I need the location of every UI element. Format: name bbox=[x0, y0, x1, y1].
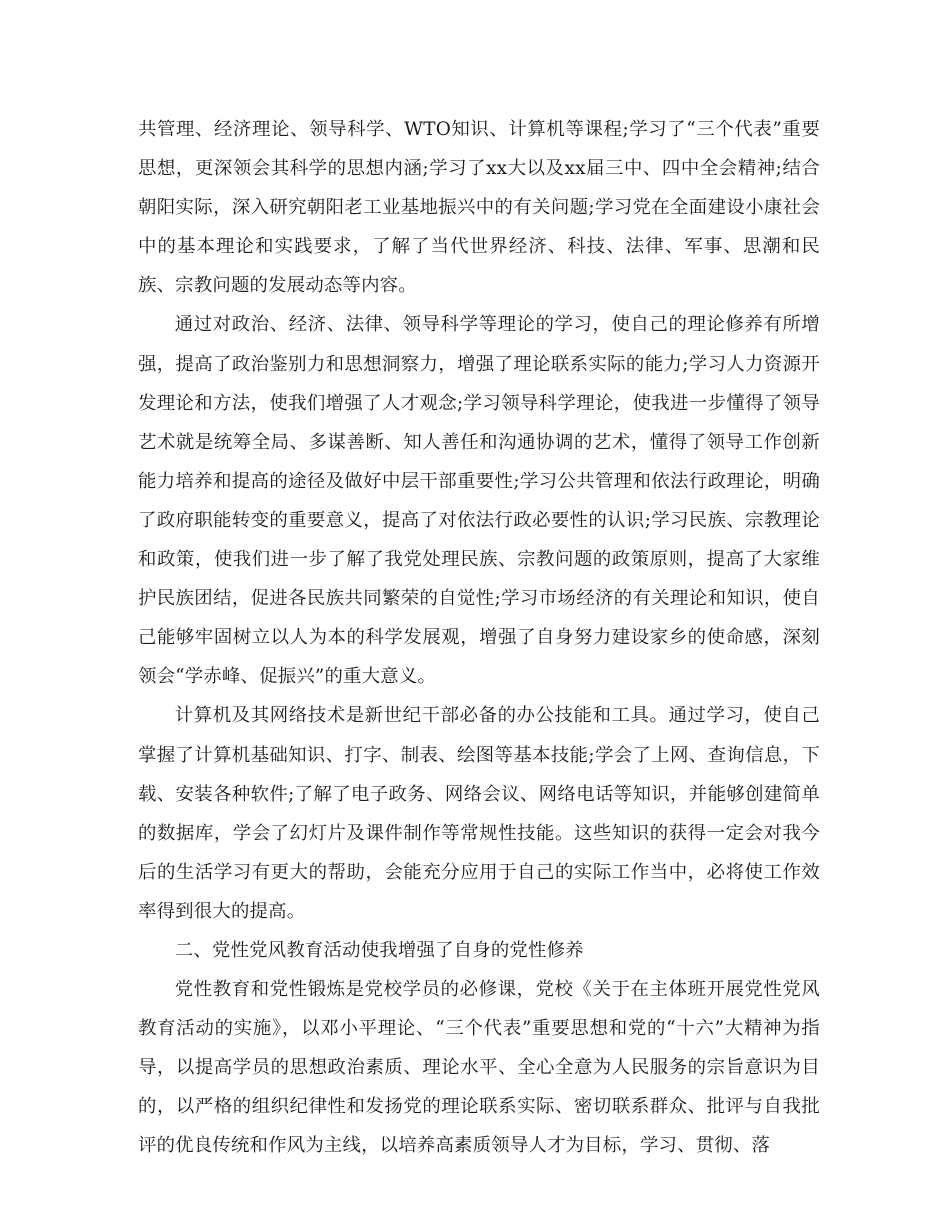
paragraph-theory-study: 通过对政治、经济、法律、领导科学等理论的学习，使自己的理论修养有所增强，提高了政治鉴别力和思想洞察力，增强了理论联系实际的能力;学习人力资源开发理论和方法，使我们增强了人才观念;学习领导科学理论，使我进一步懂得了领导艺术就是统筹全局、多谋善断、知人善任和沟通协调的艺术，懂得了领导工作创新能力培养和提高的途径及做好中层干部重要性;学习公共管理和依法行政理论，明确了政府职能转变的重要意义，提高了对依法行政必要性的认识;学习民族、宗教理论和政策，使我们进一步了解了我党处理民族、宗教问题的政策原则，提高了大家维护民族团结，促进各民族共同繁荣的自觉性;学习市场经济的有关理论和知识，使自己能够牢固树立以人为本的科学发展观，增强了自身努力建设家乡的使命感，深刻领会“学赤峰、促振兴”的重大意义。 bbox=[138, 314, 820, 688]
document-body bbox=[138, 110, 820, 1166]
paragraph-computer-skills: 计算机及其网络技术是新世纪干部必备的办公技能和工具。通过学习，使自己掌握了计算机基础知识、打字、制表、绘图等基本技能;学会了上网、查询信息，下载、安装各种软件;了解了电子政务、网络会议、网络电话等知识，并能够创建简单的数据库，学会了幻灯片及课件制作等常规性技能。这些知识的获得一定会对我今后的生活学习有更大的帮助，会能充分应用于自己的实际工作当中，必将使工作效率得到很大的提高。 bbox=[138, 705, 820, 922]
section-heading: 二、党性党风教育活动使我增强了自身的党性修养 bbox=[174, 939, 584, 961]
paragraph-party-education: 党性教育和党性锻炼是党校学员的必修课，党校《关于在主体班开展党性党风教育活动的实施》，以邓小平理论、“三个代表”重要思想和党的“十六”大精神为指导，以提高学员的思想政治素质、理论水平、全心全意为人民服务的宗旨意识为目的，以严格的组织纪律性和发扬党的理论联系实际、密切联系群众、批评与自我批评的优良传统和作风为主线，以培养高素质领导人才为目标，学习、贯彻、落 bbox=[138, 979, 820, 1157]
paragraph-continued: 共管理、经济理论、领导科学、WTO知识、计算机等课程;学习了“三个代表”重要思想，更深领会其科学的思想内涵;学习了xx大以及xx届三中、四中全会精神;结合朝阳实际，深入研究朝阳老工业基地振兴中的有关问题;学习党在全面建设小康社会中的基本理论和实践要求，了解了当代世界经济、科技、法律、军事、思潮和民族、宗教问题的发展动态等内容。 bbox=[138, 119, 820, 297]
